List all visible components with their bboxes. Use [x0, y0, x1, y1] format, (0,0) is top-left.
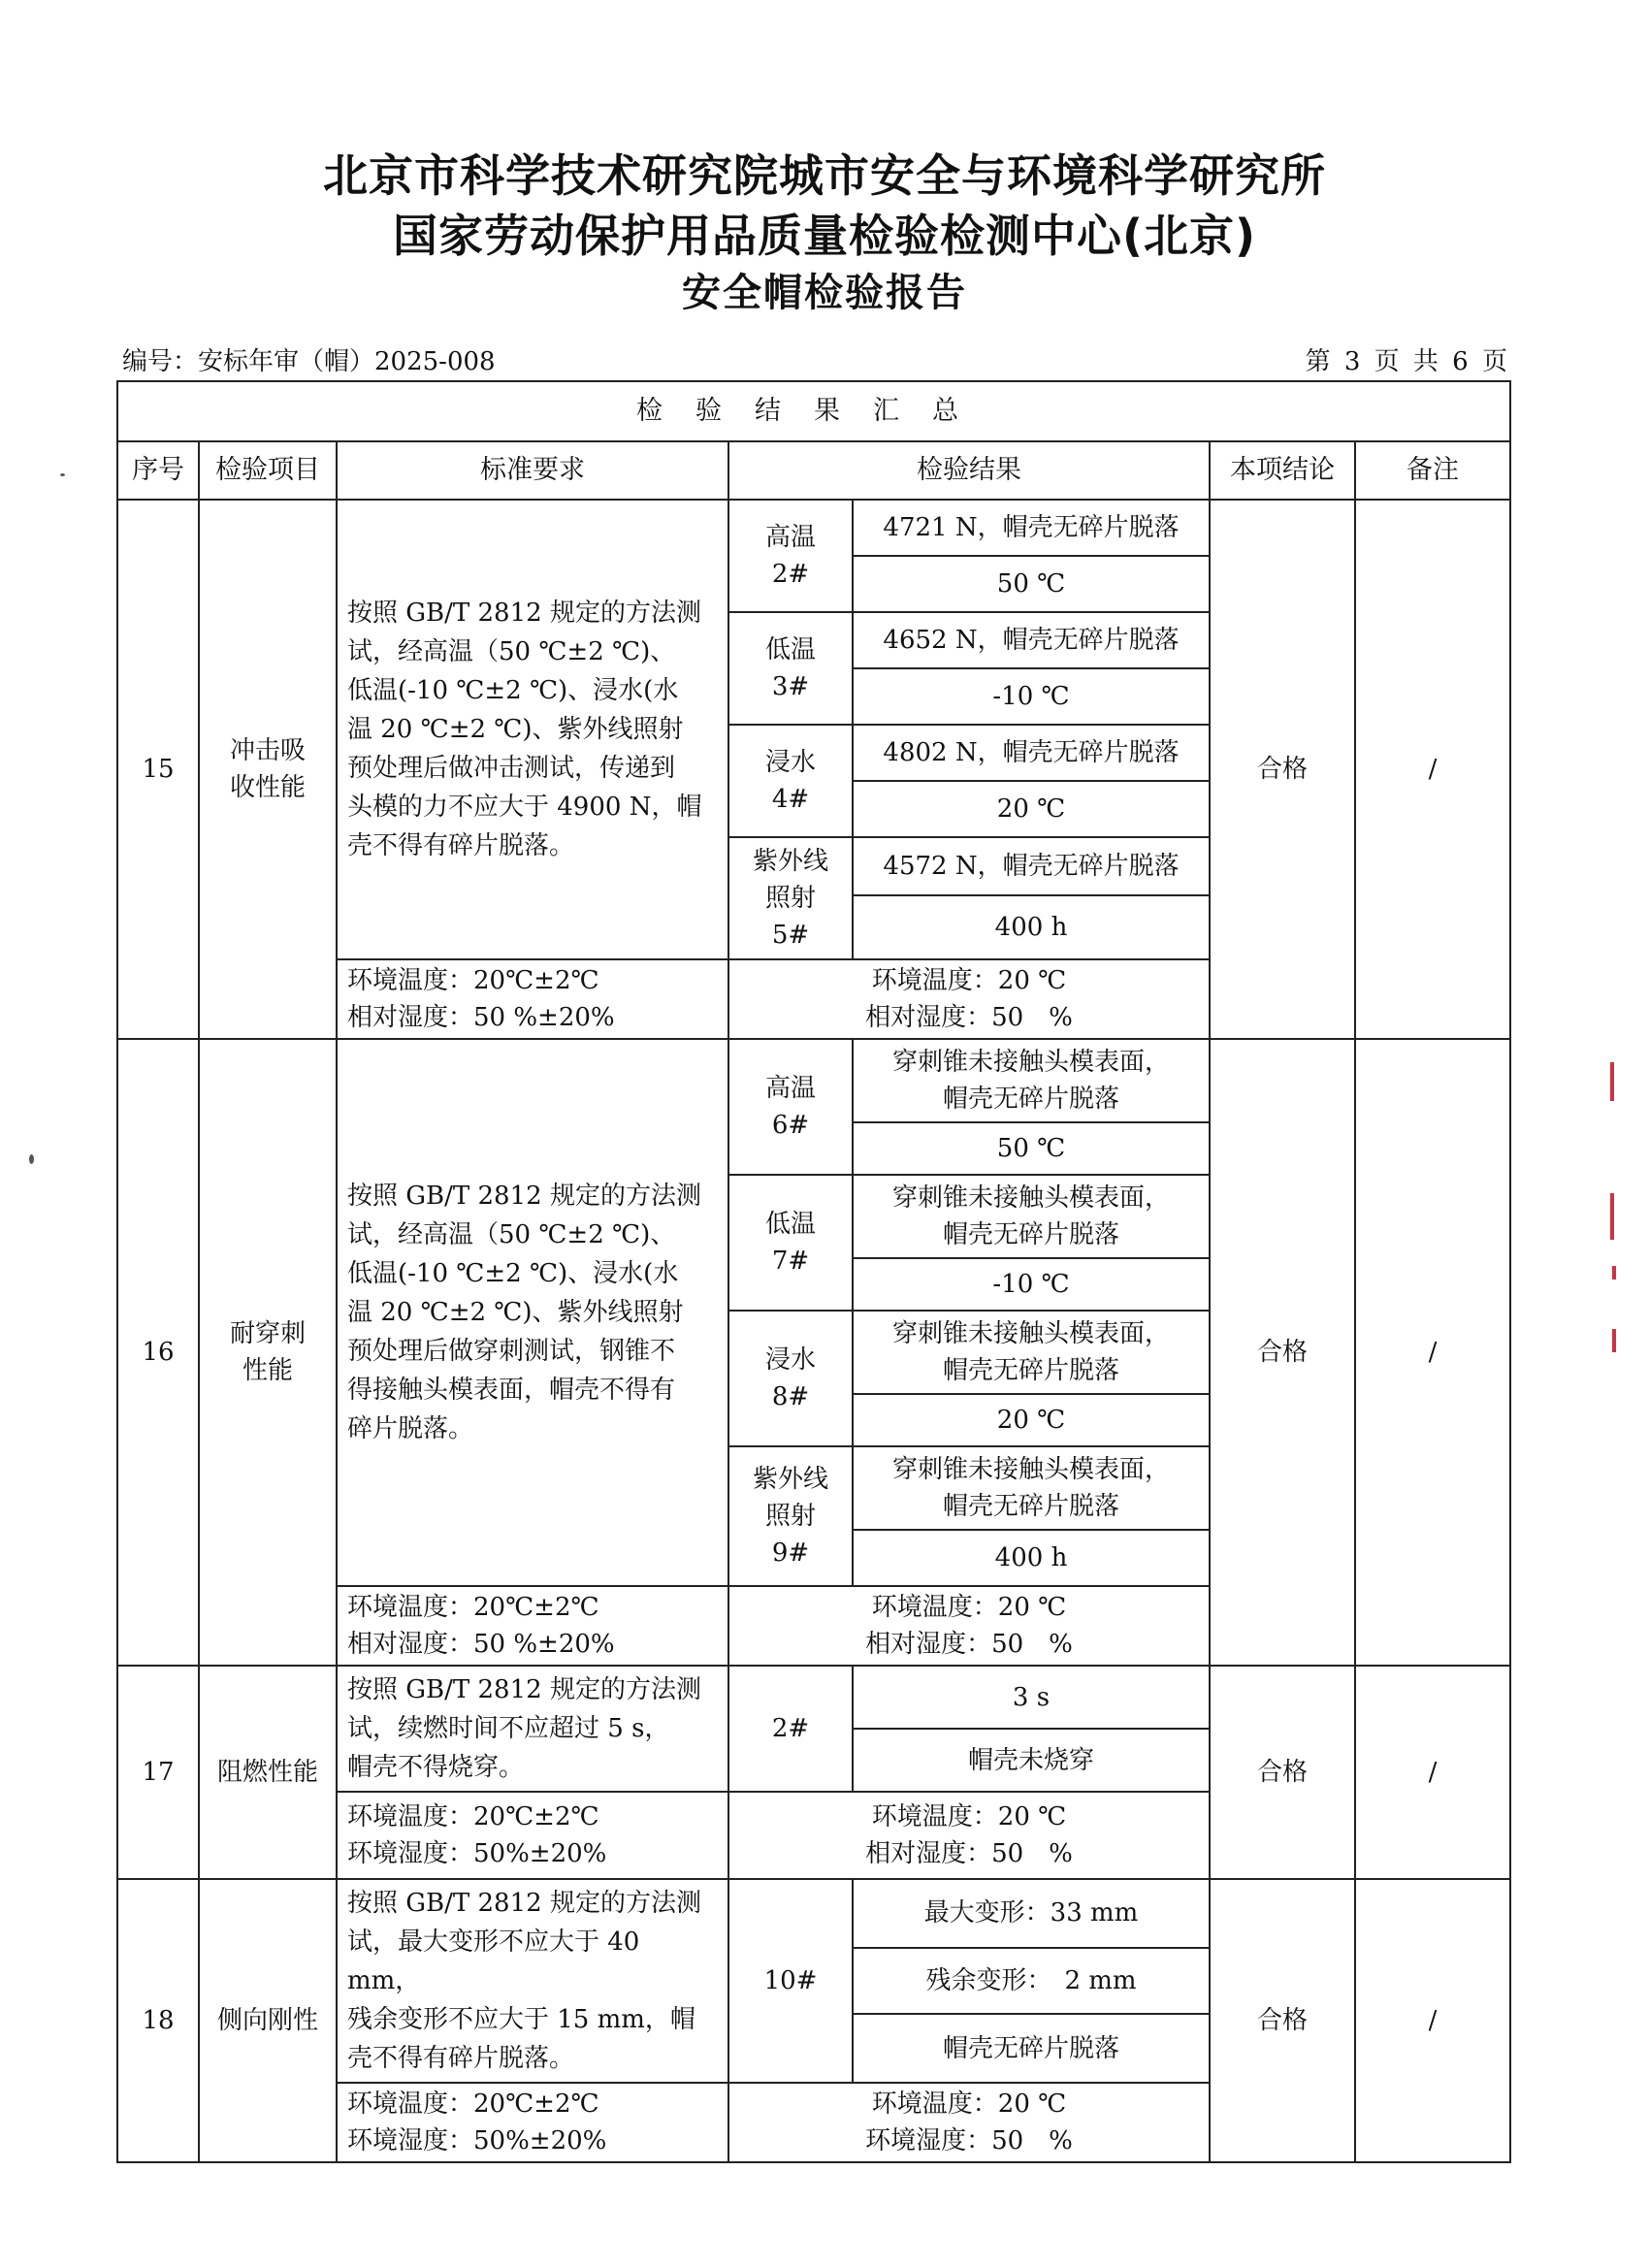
- sample-result: 4572 N，帽壳无碎片脱落: [853, 837, 1210, 895]
- sample-condition: 400 h: [853, 895, 1210, 959]
- row-remark: /: [1355, 1666, 1510, 1879]
- env-requirement: 环境温度：20℃±2℃ 环境湿度：50%±20%: [337, 2083, 728, 2162]
- sample-result: 最大变形：33 mm: [853, 1879, 1210, 1948]
- sample-label: 浸水 4#: [728, 725, 853, 837]
- row-item: 阻燃性能: [199, 1666, 337, 1879]
- sample-condition: 20 ℃: [853, 781, 1210, 837]
- seal-edge-mark: [1610, 1193, 1614, 1240]
- report-title: 安全帽检验报告: [682, 271, 967, 315]
- sample-condition: 帽壳未烧穿: [853, 1729, 1210, 1792]
- row-item: 耐穿刺 性能: [199, 1039, 337, 1666]
- row-conclusion: 合格: [1210, 500, 1355, 1039]
- sample-result: 穿刺锥未接触头模表面， 帽壳无碎片脱落: [853, 1175, 1210, 1258]
- sample-condition: 400 h: [853, 1530, 1210, 1586]
- sample-label: 高温 2#: [728, 500, 853, 612]
- sample-condition: 50 ℃: [853, 1122, 1210, 1175]
- env-requirement: 环境温度：20℃±2℃ 环境湿度：50%±20%: [337, 1792, 728, 1879]
- seal-edge-mark: [1610, 1062, 1614, 1101]
- sample-label: 低温 7#: [728, 1175, 853, 1311]
- sample-label: 高温 6#: [728, 1039, 853, 1175]
- sample-condition: -10 ℃: [853, 1258, 1210, 1311]
- center-name: 国家劳动保护用品质量检验检测中心(北京): [392, 210, 1257, 262]
- sample-result: 穿刺锥未接触头模表面， 帽壳无碎片脱落: [853, 1311, 1210, 1394]
- row-remark: /: [1355, 1879, 1510, 2162]
- sample-condition: -10 ℃: [853, 668, 1210, 725]
- header-remark: 备注: [1355, 441, 1510, 500]
- row-standard: 按照 GB/T 2812 规定的方法测 试，续燃时间不应超过 5 s， 帽壳不得烧穿。: [337, 1666, 728, 1792]
- sample-label: 2#: [728, 1666, 853, 1792]
- row-standard: 按照 GB/T 2812 规定的方法测 试，最大变形不应大于 40 mm， 残余变形不应大于 15 mm，帽 壳不得有碎片脱落。: [337, 1879, 728, 2083]
- row-seq: 17: [117, 1666, 199, 1879]
- sample-label: 10#: [728, 1879, 853, 2083]
- institute-name: 北京市科学技术研究院城市安全与环境科学研究所: [323, 149, 1326, 202]
- summary-title: 检验结果汇总: [117, 381, 1510, 441]
- page-indicator: 第 3 页 共 6 页: [1305, 347, 1507, 376]
- sample-label: 低温 3#: [728, 612, 853, 725]
- table-row: [117, 500, 1510, 556]
- row-conclusion: 合格: [1210, 1666, 1355, 1879]
- row-conclusion: 合格: [1210, 1039, 1355, 1666]
- sample-label: 浸水 8#: [728, 1311, 853, 1446]
- row-remark: /: [1355, 500, 1510, 1039]
- row-standard: 按照 GB/T 2812 规定的方法测 试，经高温（50 ℃±2 ℃)、 低温(-10 ℃±2 ℃)、浸水(水 温 20 ℃±2 ℃)、紫外线照射 预处理后做穿刺测试，钢锥不 得接触头模表面，帽壳不得有 碎片脱落。: [337, 1039, 728, 1586]
- scan-speck: [60, 473, 65, 476]
- sample-result: 4652 N，帽壳无碎片脱落: [853, 612, 1210, 668]
- row-seq: 15: [117, 500, 199, 1039]
- row-conclusion: 合格: [1210, 1879, 1355, 2162]
- header-item: 检验项目: [199, 441, 337, 500]
- row-item: 侧向刚性: [199, 1879, 337, 2162]
- table-row: [117, 1666, 1510, 1729]
- seal-edge-mark: [1612, 1329, 1616, 1352]
- sample-result: 4721 N，帽壳无碎片脱落: [853, 500, 1210, 556]
- sample-result: 穿刺锥未接触头模表面， 帽壳无碎片脱落: [853, 1039, 1210, 1122]
- row-item: 冲击吸 收性能: [199, 500, 337, 1039]
- sample-result: 残余变形： 2 mm: [853, 1948, 1210, 2014]
- row-standard: 按照 GB/T 2812 规定的方法测 试，经高温（50 ℃±2 ℃)、 低温(-10 ℃±2 ℃)、浸水(水 温 20 ℃±2 ℃)、紫外线照射 预处理后做冲击测试，传递到 头模的力不应大于 4900 N，帽 壳不得有碎片脱落。: [337, 500, 728, 959]
- scan-speck: [29, 1154, 34, 1164]
- header-conclusion: 本项结论: [1210, 441, 1355, 500]
- table-row: [117, 1039, 1510, 1122]
- seal-edge-mark: [1612, 1266, 1616, 1280]
- report-header: [0, 146, 1649, 320]
- sample-condition: 50 ℃: [853, 556, 1210, 612]
- sample-result: 穿刺锥未接触头模表面， 帽壳无碎片脱落: [853, 1446, 1210, 1530]
- report-number: 编号：安标年审（帽）2025-008: [122, 347, 496, 376]
- summary-title-row: [117, 381, 1510, 441]
- header-row: [117, 441, 1510, 500]
- env-requirement: 环境温度：20℃±2℃ 相对湿度：50 %±20%: [337, 1586, 728, 1666]
- table-row: [117, 1879, 1510, 1948]
- sample-label: 紫外线 照射 5#: [728, 837, 853, 959]
- env-actual: 环境温度：20 ℃ 相对湿度：50 %: [728, 1792, 1210, 1879]
- env-actual: 环境温度：20 ℃ 环境湿度：50 %: [728, 2083, 1210, 2162]
- header-seq: 序号: [117, 441, 199, 500]
- sample-condition: 20 ℃: [853, 1394, 1210, 1446]
- sample-condition: 帽壳无碎片脱落: [853, 2014, 1210, 2083]
- row-seq: 16: [117, 1039, 199, 1666]
- env-actual: 环境温度：20 ℃ 相对湿度：50 %: [728, 959, 1210, 1039]
- row-seq: 18: [117, 1879, 199, 2162]
- sample-result: 3 s: [853, 1666, 1210, 1729]
- row-remark: /: [1355, 1039, 1510, 1666]
- sample-label: 紫外线 照射 9#: [728, 1446, 853, 1586]
- sample-result: 4802 N，帽壳无碎片脱落: [853, 725, 1210, 781]
- env-requirement: 环境温度：20℃±2℃ 相对湿度：50 %±20%: [337, 959, 728, 1039]
- env-actual: 环境温度：20 ℃ 相对湿度：50 %: [728, 1586, 1210, 1666]
- header-result: 检验结果: [728, 441, 1210, 500]
- report-meta: [122, 341, 1507, 376]
- results-summary-table: [116, 380, 1511, 2163]
- header-standard: 标准要求: [337, 441, 728, 500]
